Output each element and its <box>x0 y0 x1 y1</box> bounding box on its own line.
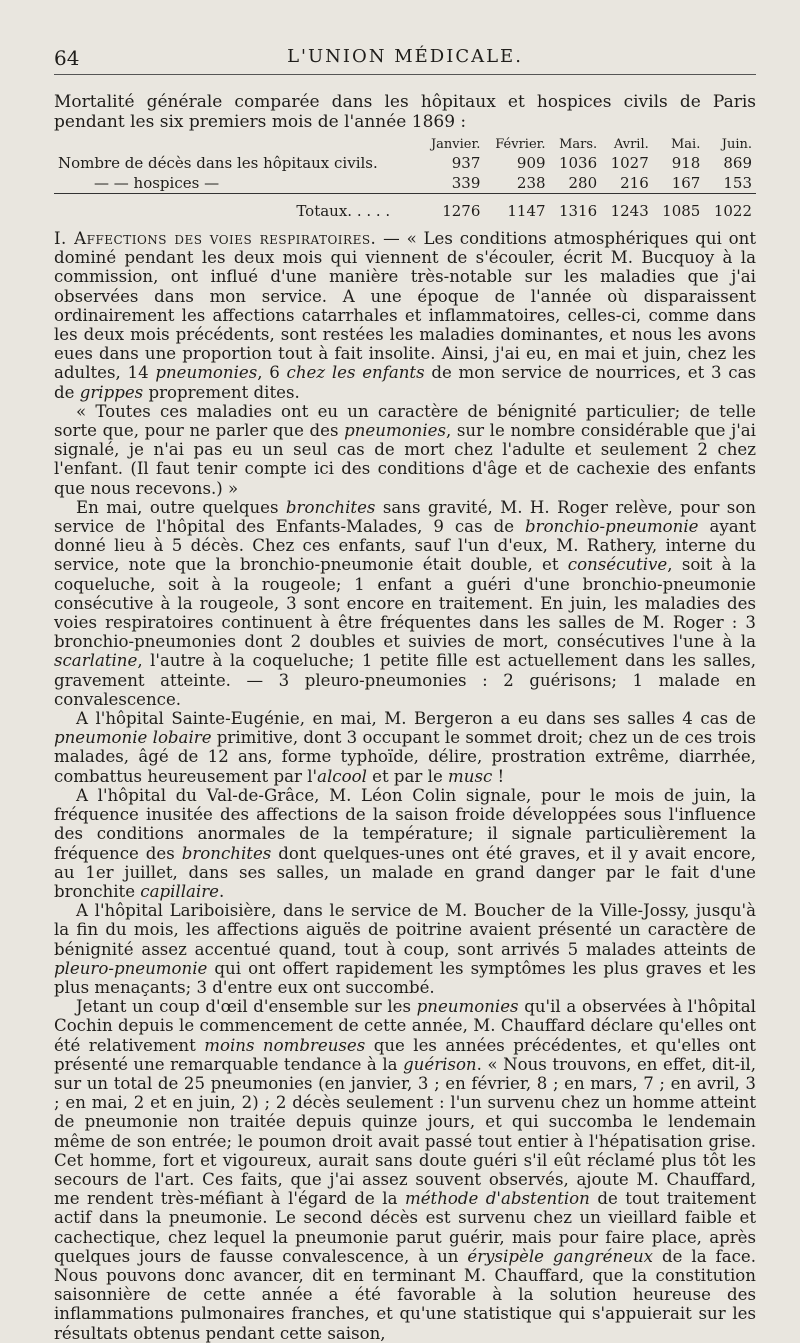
text-run: . « Nous trouvons, en effet, dit-il, sur un total de 25 pneumonies (en janvier, 3 ; en février, 8 ; en mars, 7 ; en avril, 3 ; en mai, 2 et en juin, 2) ; 2 décès seulement : l'un survenu chez un homme atteint de pneumonie non traitée depuis quinze jours, et qui succomba le lendemain même de son entrée; le poumon droit avait passé tout entier à l'hépatisation grise. Cet homme, fort et vigoureux, aurait sans doute guéri s'il eût réclamé plus tôt les secours de l'art. Ces faits, que j'ai assez souvent observés, ajoute M. Chauffard, me rendent très-méfiant à l'égard de la <box>54 1054 756 1209</box>
table-cell: 869 <box>723 154 752 172</box>
text-run: de la face. Nous pouvons donc avancer, dit en terminant M. Chauffard, que la constitution saisonnière de cette année a été favorable à la solution heureuse des inflammations pulmonaires franches, et qu'une statistique qui s'appuierait sur les résultats obtenus pendant cette saison, <box>54 1246 756 1343</box>
text-run: . <box>218 881 225 901</box>
running-head <box>54 38 756 72</box>
column-header: Février. <box>495 137 546 152</box>
paragraph <box>54 901 756 997</box>
italic-run: pneumonie lobaire <box>54 728 212 748</box>
table-cell: 1036 <box>558 154 598 172</box>
italic-run: érysipèle gangréneux <box>467 1246 654 1266</box>
text-run: ayant donné lieu à 5 décès. Chez ces enfants, sauf l'un d'eux, M. Rathery, interne du service, note que la bronchio-pneumonie était double, et <box>54 517 756 575</box>
text-run: A l'hôpital Sainte-Eugénie, en mai, M. Bergeron a eu dans ses salles 4 cas de <box>76 709 756 729</box>
italic-run: alcool <box>317 766 367 786</box>
table-header-row <box>54 136 756 153</box>
italic-run: pneumonies <box>344 421 446 441</box>
italic-run: pneumonies <box>155 363 258 383</box>
table-cell: 238 <box>516 174 546 192</box>
text-run: de tout traitement actif dans la pneumonie. Le second décès est survenu chez un vieillard faible et cachectique, chez lequel la pneumonie parut guérir, mais pour faire place, après quelques jours de fausse convalescence, à un <box>54 1189 756 1266</box>
paragraph <box>54 498 756 709</box>
total-cell: 1316 <box>550 194 602 222</box>
total-cell: 1276 <box>420 194 484 222</box>
text-run: ! <box>492 766 505 786</box>
table-cell: 280 <box>568 174 598 192</box>
text-run: proprement dites. <box>143 382 300 402</box>
italic-run: musc <box>448 766 493 786</box>
total-cell: 1085 <box>653 194 705 222</box>
text-run: de mon service de nourrices, et 3 cas de <box>54 363 756 402</box>
italic-run: pneumonies <box>416 997 519 1017</box>
italic-run: moins nombreuses <box>204 1035 366 1055</box>
text-run: primitive, dont 3 occupant le sommet droit; chez un de ces trois malades, âgé de 12 ans, forme typhoïde, délire, prostration extrême, diarrhée, combattus heureusement par l' <box>54 728 756 786</box>
column-header: Janvier. <box>430 137 481 152</box>
italic-run: bronchites <box>181 843 272 863</box>
total-cell: 1022 <box>704 194 756 222</box>
table-caption: Mortalité générale comparée dans les hôpitaux et hospices civils de Paris pendant les six premiers mois de l'année 1869 : <box>54 92 756 132</box>
text-run: , 6 <box>257 363 287 383</box>
paragraph <box>54 229 756 402</box>
text-run: , l'autre à la coqueluche; 1 petite fille est actuellement dans les salles, gravement atteinte. — 3 pleuro-pneumonies : 2 guérisons; 1 malade en convalescence. <box>54 651 756 709</box>
text-run: En mai, outre quelques <box>76 497 286 517</box>
header-rule <box>54 74 756 75</box>
italic-run: scarlatine <box>54 651 138 671</box>
paragraph <box>54 402 756 498</box>
italic-run: consécutive <box>567 555 668 575</box>
table-row <box>54 173 756 194</box>
table-cell: 937 <box>451 154 481 172</box>
table-row <box>54 153 756 173</box>
row-label: — — hospices — <box>94 174 220 192</box>
mortality-table <box>54 136 756 221</box>
text-run: — « Les conditions atmosphériques qui ont dominé pendant les deux mois qui viennent de s'écouler, écrit M. Bucquoy à la commission, ont influé d'une manière très-notable sur les maladies que j'ai observées dans mon service. A une époque de l'année où disparaissent ordinairement les affections catarrhales et inflammatoires, celles-ci, comme dans les deux mois précédents, sont restées les maladies dominantes, et nous les avons eues dans une proportion tout à fait insolite. Ainsi, j'ai eu, en mai et juin, chez les adultes, 14 <box>54 229 757 383</box>
table-cell: 216 <box>620 174 649 192</box>
total-cell: 1243 <box>601 194 653 222</box>
table-cell: 1027 <box>610 154 649 172</box>
text-run: A l'hôpital du Val-de-Grâce, M. Léon Colin signale, pour le mois de juin, la fréquence inusitée des affections de la saison froide développées sous l'influence des conditions anormales de la température; il signale particulièrement la fréquence des <box>54 785 756 863</box>
text-run: sans gravité, M. H. Roger relève, pour son service de l'hôpital des Enfants-Malades, 9 cas de <box>54 497 756 537</box>
text-run: et par le <box>366 766 449 786</box>
text-run: qui ont offert rapidement les symptômes les plus graves et les plus menaçants; 3 d'entre eux ont succombé. <box>54 958 756 997</box>
text-run: que les années précédentes, et qu'elles ont présenté une remarquable tendance à la <box>54 1035 756 1074</box>
paragraph <box>54 709 756 786</box>
text-run: , soit à la coqueluche, soit à la rougeole; 1 enfant a guéri d'une bronchio-pneumonie consécutive à la rougeole, 3 sont encore en traitement. En juin, les maladies des voies respiratoires continuent à être fréquentes dans les salles de M. Roger : 3 bronchio-pneumonies dont 2 doubles et suivies de mort, consécutives l'une à la <box>54 555 756 652</box>
table-cell: 918 <box>671 154 701 172</box>
table-cell: 909 <box>516 154 546 172</box>
table-cell: 167 <box>671 174 701 192</box>
section-heading: I. Affections des voies respiratoires. <box>54 229 377 248</box>
column-header: Mars. <box>559 137 598 152</box>
text-run: , sur le nombre considérable que j'ai signalé, je n'ai pas eu un seul cas de mort chez l'adulte et seulement 2 chez l'enfant. (Il faut tenir compte ici des conditions d'âge et de cachexie des enfants que nous recevons.) » <box>54 421 756 498</box>
italic-run: chez les enfants <box>286 363 425 383</box>
column-header: Mai. <box>670 137 701 152</box>
italic-run: méthode d'abstention <box>404 1189 590 1209</box>
text-run: A l'hôpital Lariboisière, dans le service de M. Boucher de la Ville-Jossy, jusqu'à la fin du mois, les affections aiguës de poitrine avaient présenté un caractère de bénignité assez accentué quand, tout à coup, sont arrivés 5 malades atteints de <box>54 901 756 959</box>
text-run: dont quelques-unes ont été graves, et il y avait encore, au 1er juillet, dans ses salles, un malade en grand danger par le fait d'une bronchite <box>54 843 756 901</box>
table-cell: 339 <box>451 174 481 192</box>
column-header: Juin. <box>721 137 752 152</box>
page-number: 64 <box>54 46 80 70</box>
italic-run: grippes <box>79 382 144 402</box>
table-total-row <box>54 194 756 222</box>
total-label: Totaux. . . . . <box>54 194 420 222</box>
table-cell: 153 <box>723 174 752 192</box>
text-run: qu'il a observées à l'hôpital Cochin depuis le commencement de cette année, M. Chauffard déclare qu'elles ont été relativement <box>54 997 756 1055</box>
italic-run: capillaire <box>140 881 219 901</box>
table-corner <box>54 136 420 153</box>
journal-title: L'UNION MÉDICALE. <box>287 46 523 67</box>
paragraph <box>54 786 756 901</box>
total-cell: 1147 <box>484 194 549 222</box>
column-header: Avril. <box>613 137 649 152</box>
row-label: Nombre de décès dans les hôpitaux civils. <box>58 154 378 172</box>
text-run: Jetant un coup d'œil d'ensemble sur les <box>76 997 417 1017</box>
italic-run: guérison <box>403 1054 477 1074</box>
article-body <box>54 229 756 1343</box>
italic-run: bronchio-pneumonie <box>525 517 699 537</box>
italic-run: bronchites <box>285 497 376 517</box>
italic-run: pleuro-pneumonie <box>54 958 208 978</box>
paragraph <box>54 997 756 1343</box>
text-run: « Toutes ces maladies ont eu un caractère de bénignité particulier; de telle sorte que, pour ne parler que des <box>54 401 756 441</box>
